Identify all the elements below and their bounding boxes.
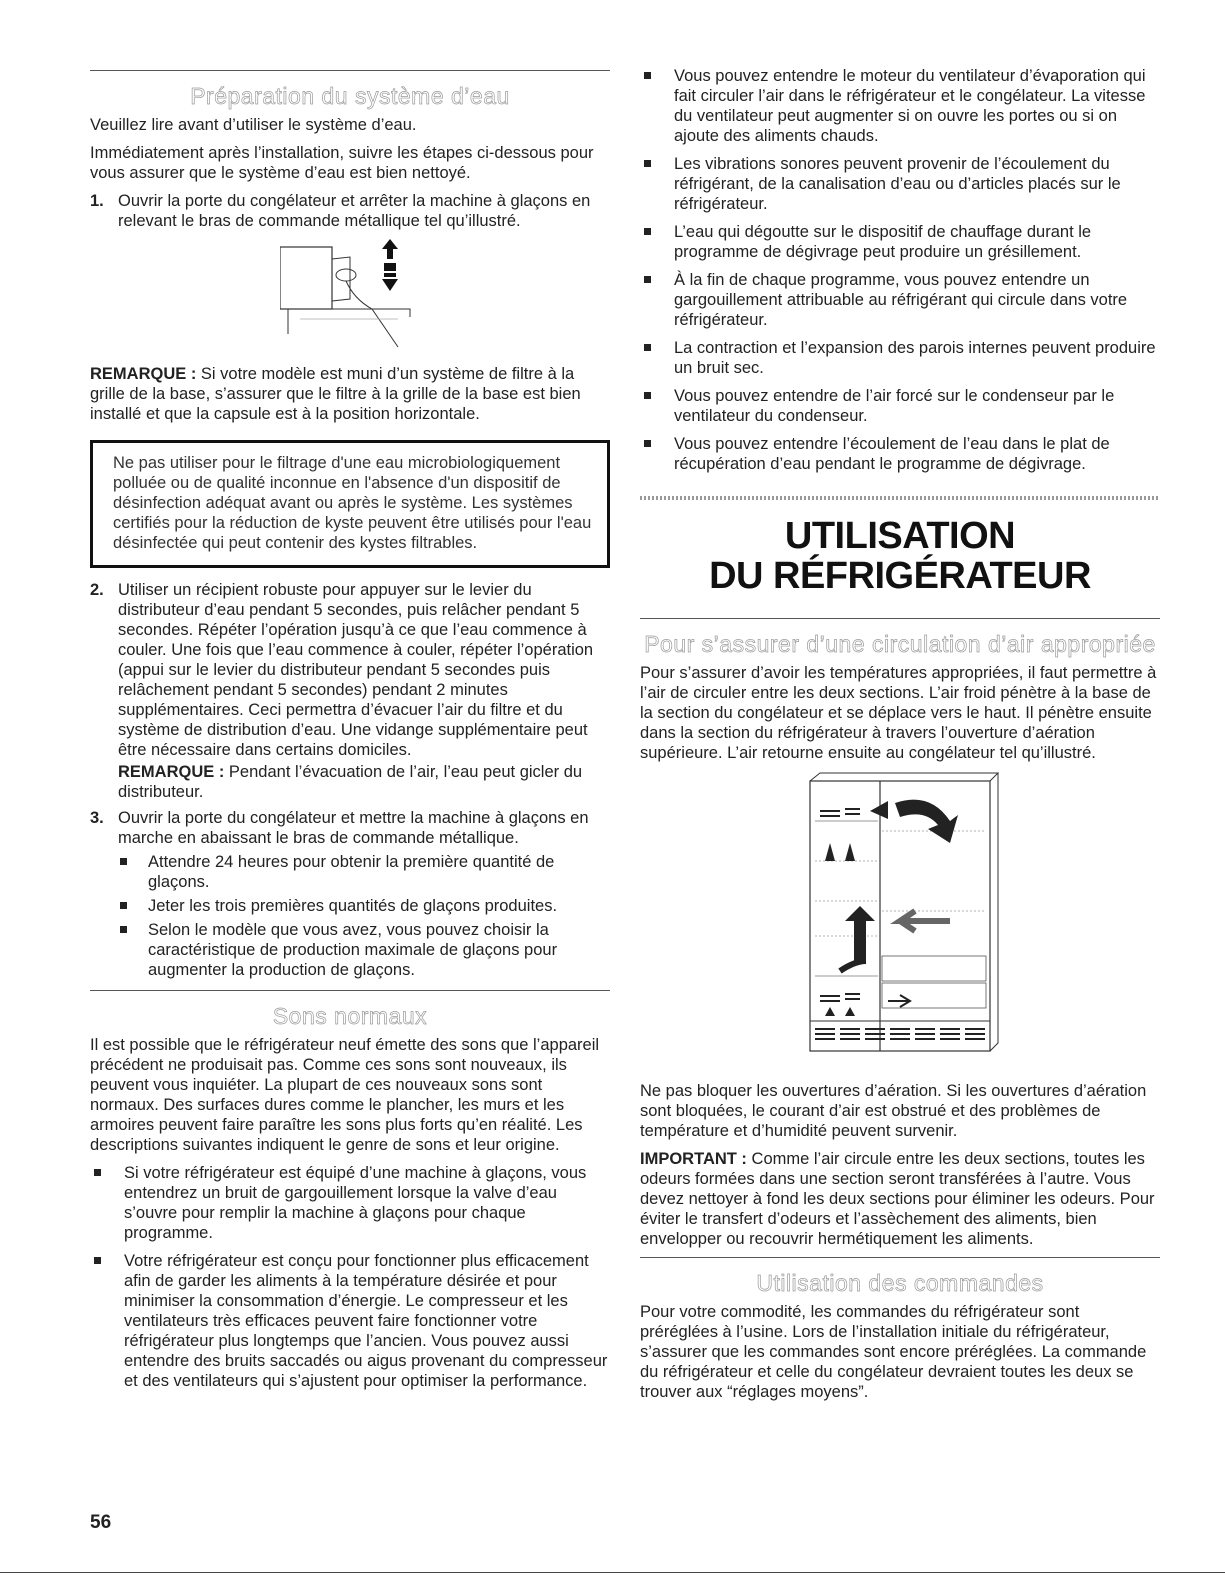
section-rule bbox=[90, 990, 610, 991]
step-text: Ouvrir la porte du congélateur et arrêter la machine à glaçons en relevant le bras de commande métallique tel qu’illustré. bbox=[118, 192, 591, 230]
note-paragraph bbox=[90, 364, 610, 424]
paragraph: Ne pas bloquer les ouvertures d’aération. Si les ouvertures d’aération sont bloquées, le courant d’air est obstrué et des problèmes de température et d’humidité peuvent survenir. bbox=[640, 1082, 1147, 1140]
important-label: IMPORTANT : bbox=[640, 1150, 747, 1168]
chapter-title-line1: UTILISATION bbox=[784, 515, 1016, 557]
step-number: 3. bbox=[90, 809, 104, 827]
steps-list bbox=[90, 580, 610, 980]
chapter-title-line2: DU RÉFRIGÉRATEUR bbox=[709, 555, 1091, 597]
list-item: Si votre réfrigérateur est équipé d’une machine à glaçons, vous entendrez un bruit de gargouillement lorsque la valve d’eau s’ouvre pour remplir la machine à glaçons pour chaque programme. bbox=[90, 1163, 610, 1243]
hatched-divider bbox=[640, 496, 1160, 500]
paragraph: Veuillez lire avant d’utiliser le système d’eau. bbox=[90, 116, 417, 134]
heading-water-system: Préparation du système d’eau bbox=[190, 83, 510, 109]
list-item: Vous pouvez entendre de l’air forcé sur le condenseur par le ventilateur du condenseur. bbox=[640, 386, 1160, 426]
important-paragraph bbox=[640, 1149, 1160, 1249]
paragraph: Pour s’assurer d’avoir les températures appropriées, il faut permettre à l’air de circuler entre les deux sections. L’air froid pénètre à la base de la section du congélateur et se déplace vers le haut. Il pénètre ensuite dans la section du réfrigérateur à travers l’ouverture d’aération supérieure. L’air retourne ensuite au congélateur tel qu’illustré. bbox=[640, 664, 1157, 762]
list-item: Attendre 24 heures pour obtenir la première quantité de glaçons. bbox=[118, 852, 610, 892]
note-text: Si votre modèle est muni d’un système de filtre à la grille de la base, s’assurer que le filtre à la grille de la base est bien installé et que la capsule est à la position horizontale. bbox=[90, 365, 581, 423]
bottom-rule bbox=[0, 1572, 1225, 1573]
note-text: Pendant l’évacuation de l’air, l’eau peut gicler du distributeur. bbox=[118, 763, 583, 801]
warning-box: Ne pas utiliser pour le filtrage d'une eau microbiologiquement polluée ou de qualité inconnue en l'absence d'un dispositif de désinfection adéquat avant ou après le système. Les systèmes certifiés pour la réduction de kyste peuvent être utilisés pour l'eau désinfectée qui peut contenir des kystes filtrables. bbox=[90, 440, 610, 568]
step-text: Ouvrir la porte du congélateur et mettre la machine à glaçons en marche en abaissant le bras de commande métallique. bbox=[118, 809, 589, 847]
note-label: REMARQUE : bbox=[118, 763, 225, 781]
ice-maker-arm-illustration bbox=[280, 239, 420, 354]
list-item bbox=[90, 580, 610, 802]
chapter-title bbox=[640, 516, 1160, 596]
important-text: Comme l’air circule entre les deux sections, toutes les odeurs formées dans une section seront transférées à l’autre. Vous devez nettoyer à fond les deux sections pour éliminer les odeurs. Pour éviter le transfert d’odeurs et l’assèchement des aliments, bien envelopper ou recouvrir hermétiquement les aliments. bbox=[640, 1150, 1155, 1248]
list-item: Votre réfrigérateur est conçu pour fonctionner plus efficacement afin de garder les aliments à la température désirée et pour minimiser la consommation d’énergie. Le compresseur et les ventilateurs très efficaces peuvent faire fonctionner votre réfrigérateur plus longtemps que l’ancien. Vous pouvez aussi entendre des bruits saccadés ou aigus provenant du compresseur et des ventilateurs qui s’ajustent pour optimiser la performance. bbox=[90, 1251, 610, 1391]
list-item: Jeter les trois premières quantités de glaçons produites. bbox=[118, 896, 610, 916]
list-item: Vous pouvez entendre le moteur du ventilateur d’évaporation qui fait circuler l’air dans le réfrigérateur et le congélateur. La vitesse du ventilateur peut augmenter si on ouvre les portes ou si on ajoute des aliments chauds. bbox=[640, 66, 1160, 146]
step-note bbox=[118, 762, 610, 802]
page-number: 56 bbox=[90, 1512, 112, 1533]
steps-list bbox=[90, 191, 610, 231]
step-text: Utiliser un récipient robuste pour appuyer sur le levier du distributeur d’eau pendant 5 secondes, puis relâcher pendant 5 secondes. Répéter l’opération jusqu’à ce que l’eau commence à couler. Une fois que l’eau commence à couler, répéter l’opération (appui sur le levier du distributeur pendant 5 secondes puis relâchement pendant 5 secondes) pendant 2 minutes supplémentaires. Ceci permettra d’évacuer l’air du filtre et du système de distribution d’eau. Une vidange supplémentaire peut être nécessaire dans certains domiciles. bbox=[118, 581, 594, 759]
step3-bullets bbox=[118, 852, 610, 980]
list-item: À la fin de chaque programme, vous pouvez entendre un gargouillement attribuable au réfrigérant qui circule dans votre réfrigérateur. bbox=[640, 270, 1160, 330]
air-circulation-diagram bbox=[800, 771, 1000, 1071]
list-item: Vous pouvez entendre l’écoulement de l’eau dans le plat de récupération d’eau pendant le programme de dégivrage. bbox=[640, 434, 1160, 474]
section-rule bbox=[640, 618, 1160, 619]
section-rule bbox=[640, 1257, 1160, 1258]
paragraph: Pour votre commodité, les commandes du réfrigérateur sont préréglées à l’usine. Lors de l’installation initiale du réfrigérateur, s’assurer que les commandes sont encore préréglées. La commande du réfrigérateur et celle du congélateur devraient toutes les deux se trouver aux “réglages moyens”. bbox=[640, 1303, 1147, 1401]
heading-controls: Utilisation des commandes bbox=[756, 1270, 1044, 1296]
heading-air-circulation: Pour s’assurer d’une circulation d’air appropriée bbox=[644, 631, 1156, 657]
list-item: La contraction et l’expansion des parois internes peuvent produire un bruit sec. bbox=[640, 338, 1160, 378]
paragraph: Il est possible que le réfrigérateur neuf émette des sons que l’appareil précédent ne produisait pas. Comme ces sons sont nouveaux, ils peuvent vous inquiéter. La plupart de ces nouveaux sons sont normaux. Des surfaces dures comme le plancher, les murs et les armoires peuvent faire paraître les sons plus forts qu’en réalité. Les descriptions suivantes indiquent le genre de sons et leur origine. bbox=[90, 1036, 600, 1154]
step-number: 1. bbox=[90, 192, 104, 210]
step-number: 2. bbox=[90, 581, 104, 599]
list-item: Les vibrations sonores peuvent provenir de l’écoulement du réfrigérant, de la canalisation d’eau ou d’articles placés sur le réfrigérateur. bbox=[640, 154, 1160, 214]
list-item bbox=[90, 191, 610, 231]
sounds-list-continued bbox=[640, 66, 1160, 474]
paragraph: Immédiatement après l’installation, suivre les étapes ci-dessous pour vous assurer que le système d’eau est bien nettoyé. bbox=[90, 144, 594, 182]
heading-normal-sounds: Sons normaux bbox=[272, 1003, 428, 1029]
right-column bbox=[640, 66, 1160, 1410]
left-column bbox=[90, 62, 610, 1399]
section-rule bbox=[90, 70, 610, 71]
list-item bbox=[90, 808, 610, 980]
list-item: L’eau qui dégoutte sur le dispositif de chauffage durant le programme de dégivrage peut produire un grésillement. bbox=[640, 222, 1160, 262]
sounds-list bbox=[90, 1163, 610, 1391]
list-item: Selon le modèle que vous avez, vous pouvez choisir la caractéristique de production maximale de glaçons pour augmenter la production de glaçons. bbox=[118, 920, 610, 980]
note-label: REMARQUE : bbox=[90, 365, 197, 383]
